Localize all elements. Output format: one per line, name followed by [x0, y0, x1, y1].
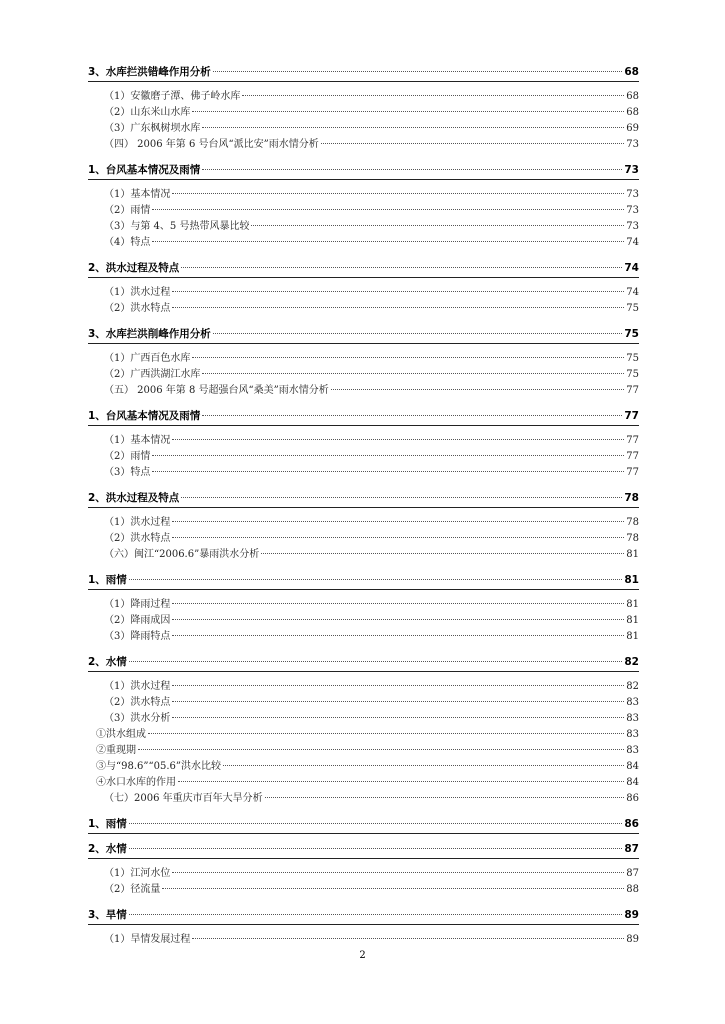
- toc-entry[interactable]: [104, 792, 639, 806]
- section-underline: [88, 924, 639, 925]
- toc-section-entry[interactable]: [88, 842, 639, 856]
- toc-entry-title: （1）洪水过程: [104, 517, 171, 528]
- toc-entry-title: （1）降雨过程: [104, 599, 171, 610]
- toc-entry[interactable]: [104, 286, 639, 300]
- toc-entry-title: （3）降雨特点: [104, 631, 171, 642]
- toc-entry[interactable]: [104, 696, 639, 710]
- toc-entry-page: 73: [624, 164, 639, 176]
- section-underline: [88, 858, 639, 859]
- toc-entry-page: 77: [624, 410, 639, 422]
- dot-leader: [331, 389, 625, 390]
- toc-entry-page: 86: [624, 818, 639, 830]
- section-underline: [88, 277, 639, 278]
- dot-leader: [172, 291, 624, 292]
- dot-leader: [172, 685, 624, 686]
- toc-section-entry[interactable]: [88, 327, 639, 341]
- toc-entry-title: 1、台风基本情况及雨情: [88, 164, 201, 176]
- toc-section-entry[interactable]: [88, 409, 639, 423]
- toc-entry-page: 83: [626, 697, 639, 708]
- dot-leader: [202, 127, 624, 128]
- toc-entry-page: 81: [626, 631, 639, 642]
- toc-entry-page: 86: [626, 793, 639, 804]
- toc-entry-title: （1）基本情况: [104, 435, 171, 446]
- dot-leader: [148, 733, 624, 734]
- dot-leader: [213, 71, 623, 72]
- page-number: 2: [359, 950, 366, 961]
- toc-entry[interactable]: [104, 236, 639, 250]
- dot-leader: [172, 307, 624, 308]
- toc-entry-page: 77: [626, 435, 639, 446]
- dot-leader: [152, 455, 624, 456]
- dot-leader: [129, 579, 623, 580]
- section-underline: [88, 833, 639, 834]
- toc-section-entry[interactable]: [88, 908, 639, 922]
- dot-leader: [172, 521, 624, 522]
- toc-entry-title: （1）洪水过程: [104, 287, 171, 298]
- toc-entry-page: 77: [626, 385, 639, 396]
- toc-entry-page: 83: [626, 713, 639, 724]
- toc-section-entry[interactable]: [88, 65, 639, 79]
- dot-leader: [265, 797, 625, 798]
- toc-entry-page: 81: [626, 599, 639, 610]
- toc-entry[interactable]: [104, 352, 639, 366]
- toc-entry-title: （3）洪水分析: [104, 713, 171, 724]
- toc-entry-page: 78: [626, 517, 639, 528]
- toc-entry[interactable]: [104, 384, 639, 398]
- toc-entry-title: （2）洪水特点: [104, 533, 171, 544]
- toc-entry-title: （2）降雨成因: [104, 615, 171, 626]
- section-underline: [88, 507, 639, 508]
- dot-leader: [172, 619, 624, 620]
- dot-leader: [213, 333, 623, 334]
- toc-entry-page: 84: [626, 761, 639, 772]
- toc-entry-page: 77: [626, 467, 639, 478]
- dot-leader: [172, 439, 624, 440]
- toc-entry-title: 2、水情: [88, 656, 127, 668]
- toc-entry-title: 2、洪水过程及特点: [88, 262, 180, 274]
- toc-entry[interactable]: [104, 630, 639, 644]
- dot-leader: [172, 603, 624, 604]
- toc-entry-page: 78: [624, 492, 639, 504]
- toc-entry-title: （4）特点: [104, 237, 151, 248]
- toc-entry-title: （2）广西洪湖江水库: [104, 369, 201, 380]
- toc-entry[interactable]: [104, 302, 639, 316]
- toc-entry[interactable]: [104, 204, 639, 218]
- toc-entry[interactable]: [104, 138, 639, 152]
- toc-entry-title: 1、台风基本情况及雨情: [88, 410, 201, 422]
- dot-leader: [223, 765, 624, 766]
- toc-entry-title: （1）广西百色水库: [104, 353, 191, 364]
- toc-entry-title: （2）雨情: [104, 451, 151, 462]
- dot-leader: [152, 241, 624, 242]
- dot-leader: [192, 111, 624, 112]
- toc-entry-page: 78: [626, 533, 639, 544]
- dot-leader: [251, 225, 624, 226]
- toc-entry-title: 2、洪水过程及特点: [88, 492, 180, 504]
- toc-entry-page: 83: [626, 745, 639, 756]
- toc-entry[interactable]: [104, 122, 639, 136]
- toc-entry[interactable]: [104, 548, 639, 562]
- toc-entry-title: 1、雨情: [88, 818, 127, 830]
- toc-entry-title: （1）安徽磨子潭、佛子岭水库: [104, 91, 241, 102]
- section-underline: [88, 589, 639, 590]
- toc-entry-page: 75: [626, 303, 639, 314]
- toc-entry-page: 88: [626, 884, 639, 895]
- toc-entry[interactable]: [104, 368, 639, 382]
- dot-leader: [181, 267, 622, 268]
- toc-entry-title: （1）洪水过程: [104, 681, 171, 692]
- toc-section-entry[interactable]: [88, 491, 639, 505]
- dot-leader: [192, 938, 624, 939]
- toc-entry-title: （3）特点: [104, 467, 151, 478]
- toc-entry-page: 73: [626, 139, 639, 150]
- toc-entry[interactable]: [104, 188, 639, 202]
- toc-entry[interactable]: [96, 776, 639, 790]
- dot-leader: [261, 553, 624, 554]
- toc-entry-page: 77: [626, 451, 639, 462]
- toc-entry-title: （3）广东枫树坝水库: [104, 123, 201, 134]
- toc-entry-title: ④水口水库的作用: [96, 777, 176, 788]
- dot-leader: [181, 497, 622, 498]
- section-underline: [88, 343, 639, 344]
- toc-entry-title: （3）与第 4、5 号热带风暴比较: [104, 221, 250, 232]
- toc-entry-page: 69: [626, 123, 639, 134]
- toc-entry[interactable]: [104, 867, 639, 881]
- toc-entry-title: ③与“98.6”“05.6”洪水比较: [96, 761, 221, 772]
- toc-entry-page: 75: [626, 369, 639, 380]
- toc-entry-page: 74: [626, 287, 639, 298]
- toc-entry-title: （1）江河水位: [104, 868, 171, 879]
- toc-entry[interactable]: [104, 106, 639, 120]
- dot-leader: [202, 169, 622, 170]
- toc-entry-page: 81: [626, 549, 639, 560]
- toc-section-entry[interactable]: [88, 817, 639, 831]
- toc-entry[interactable]: [104, 680, 639, 694]
- toc-entry-title: （2）洪水特点: [104, 303, 171, 314]
- toc-entry-page: 82: [626, 681, 639, 692]
- toc-entry-title: 1、雨情: [88, 574, 127, 586]
- toc-entry-page: 73: [626, 221, 639, 232]
- toc-entry[interactable]: [104, 614, 639, 628]
- toc-entry[interactable]: [104, 516, 639, 530]
- dot-leader: [172, 717, 624, 718]
- toc-entry[interactable]: [104, 933, 639, 947]
- toc-entry[interactable]: [104, 883, 639, 897]
- dot-leader: [138, 749, 624, 750]
- toc-entry-page: 82: [624, 656, 639, 668]
- toc-entry-title: （五） 2006 年第 8 号超强台风“桑美”雨水情分析: [104, 385, 329, 396]
- toc-entry-page: 74: [624, 262, 639, 274]
- toc-entry-title: ①洪水组成: [96, 729, 146, 740]
- dot-leader: [172, 537, 624, 538]
- toc-section-entry[interactable]: [88, 573, 639, 587]
- toc-entry[interactable]: [96, 760, 639, 774]
- toc-entry-title: 3、水库拦洪错峰作用分析: [88, 66, 211, 78]
- toc-entry-page: 84: [626, 777, 639, 788]
- toc-entry-page: 75: [626, 353, 639, 364]
- toc-entry-title: （2）洪水特点: [104, 697, 171, 708]
- dot-leader: [129, 848, 623, 849]
- toc-entry-title: ②重现期: [96, 745, 136, 756]
- dot-leader: [129, 823, 623, 824]
- toc-entry[interactable]: [96, 728, 639, 742]
- toc-section-entry[interactable]: [88, 163, 639, 177]
- toc-entry-page: 89: [626, 934, 639, 945]
- toc-entry-page: 75: [624, 328, 639, 340]
- toc-entry-page: 87: [626, 868, 639, 879]
- toc-entry[interactable]: [104, 598, 639, 612]
- toc-entry-title: 3、旱情: [88, 909, 127, 921]
- dot-leader: [129, 661, 623, 662]
- toc-entry-title: 2、水情: [88, 843, 127, 855]
- toc-section-entry[interactable]: [88, 655, 639, 669]
- toc-entry-page: 68: [626, 107, 639, 118]
- toc-entry[interactable]: [104, 220, 639, 234]
- dot-leader: [202, 415, 622, 416]
- toc-entry-title: （1）基本情况: [104, 189, 171, 200]
- toc-entry-page: 68: [626, 91, 639, 102]
- toc-entry[interactable]: [104, 90, 639, 104]
- toc-entry-page: 81: [626, 615, 639, 626]
- dot-leader: [162, 888, 624, 889]
- dot-leader: [321, 143, 625, 144]
- dot-leader: [129, 914, 623, 915]
- toc-entry[interactable]: [104, 712, 639, 726]
- toc-entry-page: 68: [624, 66, 639, 78]
- dot-leader: [152, 471, 624, 472]
- toc-entry-title: （1）旱情发展过程: [104, 934, 191, 945]
- toc-section-entry[interactable]: [88, 261, 639, 275]
- toc-entry-page: 89: [624, 909, 639, 921]
- toc-entry[interactable]: [96, 744, 639, 758]
- toc-entry[interactable]: [104, 532, 639, 546]
- toc-entry-page: 81: [624, 574, 639, 586]
- toc-entry-title: （四） 2006 年第 6 号台风“派比安”雨水情分析: [104, 139, 319, 150]
- section-underline: [88, 81, 639, 82]
- toc-entry-title: （七）2006 年重庆市百年大旱分析: [104, 793, 263, 804]
- dot-leader: [242, 95, 624, 96]
- toc-entry-page: 73: [626, 189, 639, 200]
- dot-leader: [172, 635, 624, 636]
- section-underline: [88, 179, 639, 180]
- toc-entry-title: （六）闽江“2006.6”暴雨洪水分析: [104, 549, 260, 560]
- dot-leader: [172, 701, 624, 702]
- toc-entry-page: 87: [624, 843, 639, 855]
- toc-entry-title: （2）径流量: [104, 884, 161, 895]
- toc-entry[interactable]: [104, 450, 639, 464]
- toc-entry[interactable]: [104, 434, 639, 448]
- toc-entry-title: （2）雨情: [104, 205, 151, 216]
- dot-leader: [172, 872, 624, 873]
- toc-entry-title: 3、水库拦洪削峰作用分析: [88, 328, 211, 340]
- toc-entry-page: 74: [626, 237, 639, 248]
- dot-leader: [152, 209, 624, 210]
- toc-entry-page: 83: [626, 729, 639, 740]
- toc-entry-page: 73: [626, 205, 639, 216]
- toc-entry-title: （2）山东米山水库: [104, 107, 191, 118]
- dot-leader: [172, 193, 624, 194]
- dot-leader: [178, 781, 624, 782]
- dot-leader: [192, 357, 624, 358]
- section-underline: [88, 671, 639, 672]
- section-underline: [88, 425, 639, 426]
- dot-leader: [202, 373, 624, 374]
- toc-entry[interactable]: [104, 466, 639, 480]
